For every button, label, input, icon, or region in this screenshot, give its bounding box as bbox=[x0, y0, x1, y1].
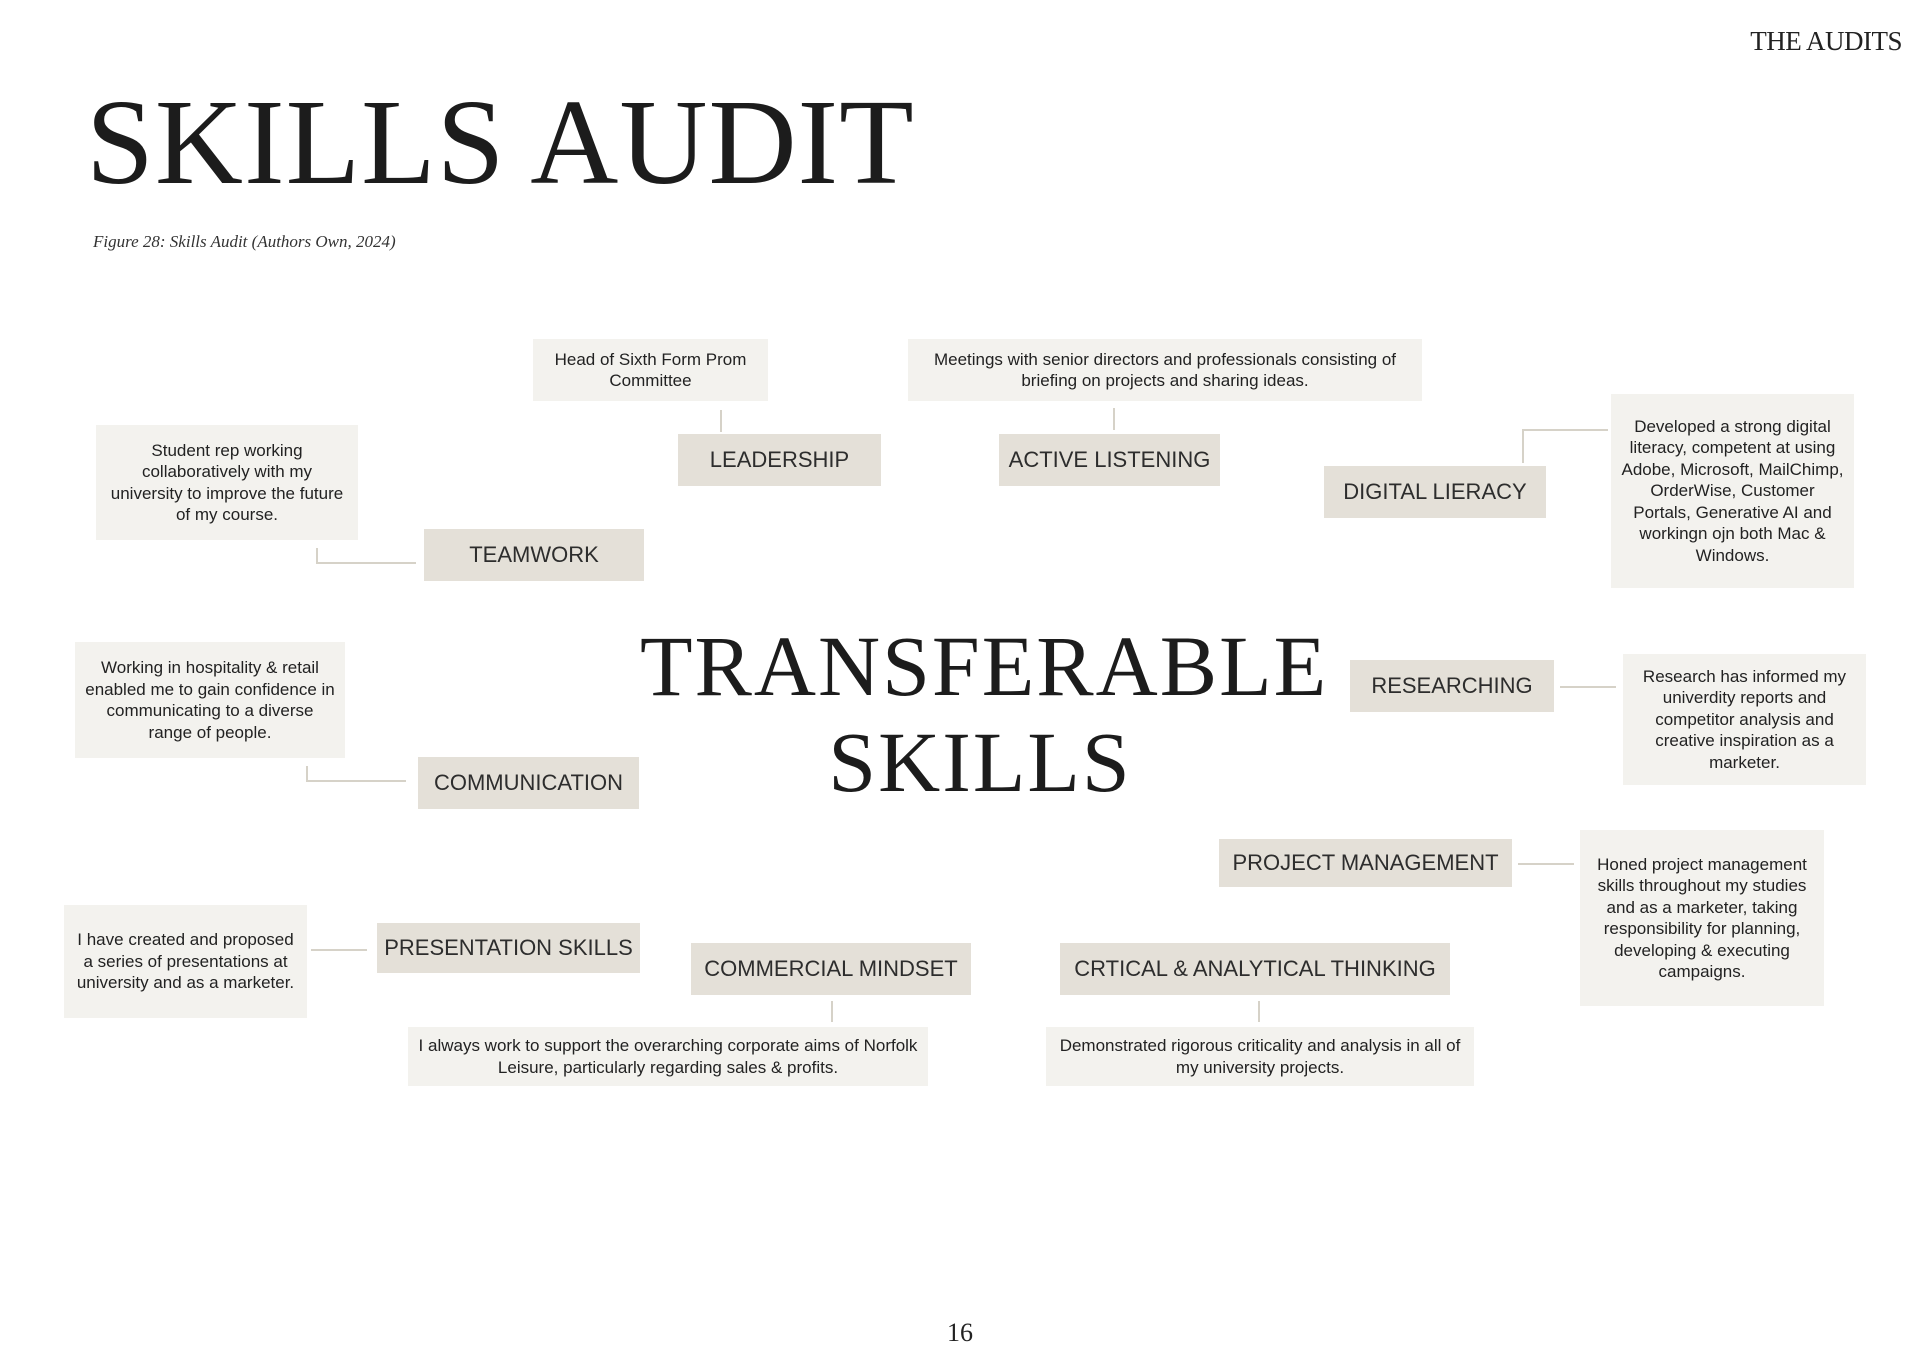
connector-line bbox=[306, 766, 308, 780]
active-listening-note: Meetings with senior directors and professionals consisting of briefing on projects and sharing ideas. bbox=[908, 339, 1422, 401]
communication-note: Working in hospitality & retail enabled me to gain confidence in communicating to a diverse range of people. bbox=[75, 642, 345, 758]
connector-line bbox=[720, 410, 722, 432]
skill-digital-literacy: DIGITAL LIERACY bbox=[1324, 466, 1546, 518]
project-management-note: Honed project management skills throughout my studies and as a marketer, taking responsibility for planning, developing & executing campaigns. bbox=[1580, 830, 1824, 1006]
skill-teamwork: TEAMWORK bbox=[424, 529, 644, 581]
connector-line bbox=[1522, 429, 1524, 463]
center-title-line1: TRANSFERABLE bbox=[640, 618, 1329, 714]
digital-literacy-note: Developed a strong digital literacy, competent at using Adobe, Microsoft, MailChimp, OrderWise, Customer Portals, Generative AI and workingn ojn both Mac & Windows. bbox=[1611, 394, 1854, 588]
connector-line bbox=[316, 548, 318, 562]
researching-note: Research has informed my univerdity reports and competitor analysis and creative inspiration as a marketer. bbox=[1623, 654, 1866, 785]
connector-line bbox=[1518, 863, 1574, 865]
skill-project-management: PROJECT MANAGEMENT bbox=[1219, 839, 1512, 887]
connector-line bbox=[1258, 1001, 1260, 1022]
connector-line bbox=[1560, 686, 1616, 688]
commercial-mindset-note: I always work to support the overarching corporate aims of Norfolk Leisure, particularly regarding sales & profits. bbox=[408, 1027, 928, 1086]
connector-line bbox=[1113, 408, 1115, 430]
page-number: 16 bbox=[947, 1318, 973, 1347]
connector-line bbox=[311, 949, 367, 951]
connector-line bbox=[831, 1001, 833, 1022]
skill-researching: RESEARCHING bbox=[1350, 660, 1554, 712]
leadership-note: Head of Sixth Form Prom Committee bbox=[533, 339, 768, 401]
center-title-line2: SKILLS bbox=[828, 714, 1132, 810]
figure-caption: Figure 28: Skills Audit (Authors Own, 2024) bbox=[93, 232, 396, 251]
teamwork-note: Student rep working collaboratively with my university to improve the future of my course. bbox=[96, 425, 358, 540]
connector-line bbox=[316, 562, 416, 564]
connector-line bbox=[306, 780, 406, 782]
skill-critical-thinking: CRTICAL & ANALYTICAL THINKING bbox=[1060, 943, 1450, 995]
page-title: SKILLS AUDIT bbox=[86, 75, 915, 210]
skill-communication: COMMUNICATION bbox=[418, 757, 639, 809]
center-title bbox=[640, 618, 1329, 810]
skill-active-listening: ACTIVE LISTENING bbox=[999, 434, 1220, 486]
critical-thinking-note: Demonstrated rigorous criticality and analysis in all of my university projects. bbox=[1046, 1027, 1474, 1086]
skill-presentation-skills: PRESENTATION SKILLS bbox=[377, 923, 640, 973]
presentation-skills-note: I have created and proposed a series of presentations at university and as a marketer. bbox=[64, 905, 307, 1018]
skill-leadership: LEADERSHIP bbox=[678, 434, 881, 486]
section-label: THE AUDITS bbox=[1750, 26, 1902, 56]
skill-commercial-mindset: COMMERCIAL MINDSET bbox=[691, 943, 971, 995]
connector-line bbox=[1522, 429, 1608, 431]
